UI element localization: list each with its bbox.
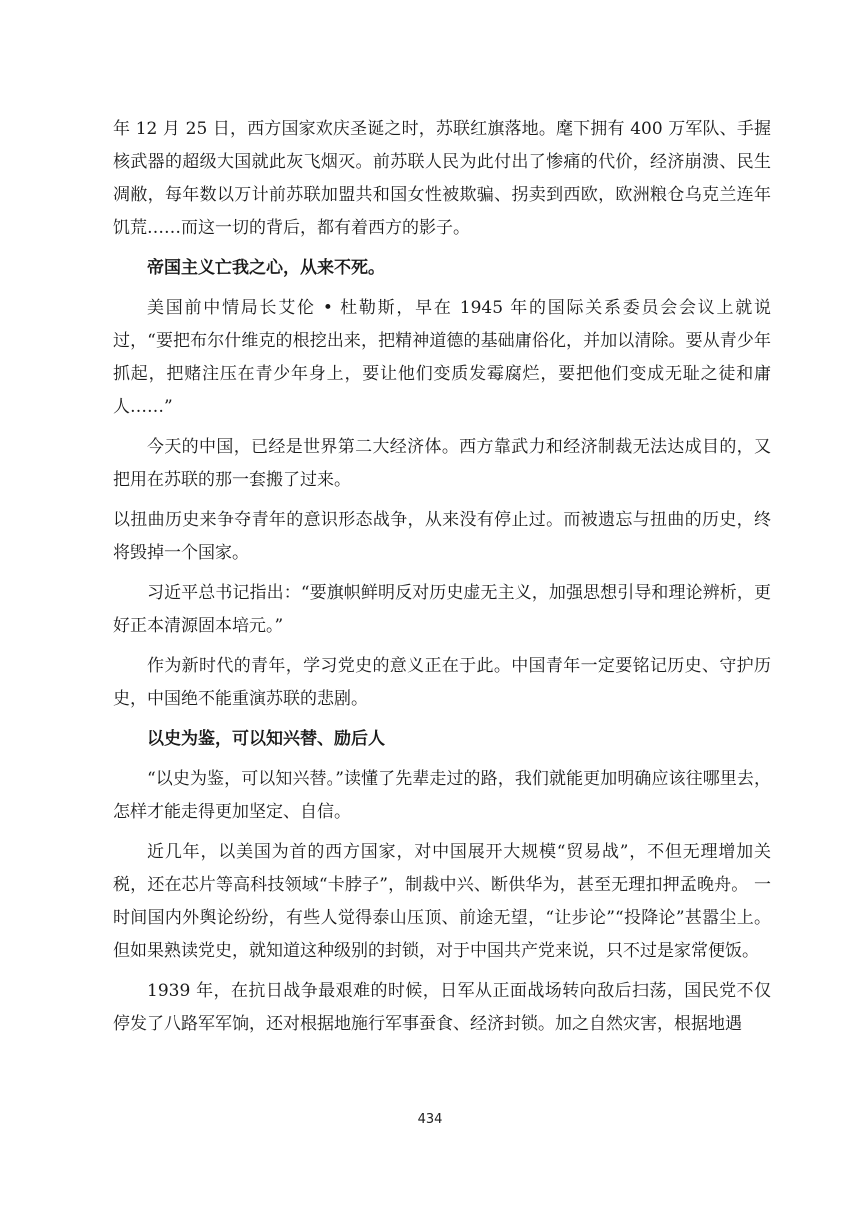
paragraph-8: 近几年，以美国为首的西方国家，对中国展开大规模“贸易战”，不但无理增加关税，还在芯片等高科技领域“卡脖子”，制裁中兴、断供华为，甚至无理扣押孟晚舟。 一时间国内外舆论纷纷，有些人觉得泰山压顶、前途无望，“让步论”“投降论”甚嚣尘上。 但如果熟读党史，就知道这种级别的封锁，对于中国共产党来说，只不过是家常便饭。 <box>113 842 771 961</box>
paragraph-1: 年 12 月 25 日，西方国家欢庆圣诞之时，苏联红旗落地。麾下拥有 400 万军队、手握核武器的超级大国就此灰飞烟灭。前苏联人民为此付出了惨痛的代价，经济崩溃、民生凋敝，每年数以万计前苏联加盟共和国女性被欺骗、拐卖到西欧，欧洲粮仓乌克兰连年饥荒……而这一切的背后，都有着西方的影子。 <box>113 119 771 238</box>
paragraph-9: 1939 年，在抗日战争最艰难的时候，日军从正面战场转向敌后扫荡，国民党不仅停发了八路军军饷，还对根据地施行军事蚕食、经济封锁。加之自然灾害，根据地遇 <box>113 981 771 1034</box>
section-heading-1: 帝国主义亡我之心，从来不死。 <box>147 258 385 278</box>
paragraph-4: 以扭曲历史来争夺青年的意识形态战争，从来没有停止过。而被遗忘与扭曲的历史，终将毁掉一个国家。 <box>113 510 771 563</box>
paragraph-3: 今天的中国，已经是世界第二大经济体。西方靠武力和经济制裁无法达成目的，又把用在苏联的那一套搬了过来。 <box>113 437 771 490</box>
paragraph-5: 习近平总书记指出：“要旗帜鲜明反对历史虚无主义，加强思想引导和理论辨析，更好正本清源固本培元。” <box>113 583 771 636</box>
section-heading-2: 以史为鉴，可以知兴替、励后人 <box>147 729 385 749</box>
paragraph-7: “以史为鉴，可以知兴替。”读懂了先辈走过的路，我们就能更加明确应该往哪里去，怎样才能走得更加坚定、自信。 <box>113 769 771 822</box>
page-number: 434 <box>417 1112 443 1127</box>
body-text <box>113 113 771 1048</box>
paragraph-6: 作为新时代的青年，学习党史的意义正在于此。中国青年一定要铭记历史、守护历史，中国绝不能重演苏联的悲剧。 <box>113 656 771 709</box>
paragraph-2: 美国前中情局长艾伦 • 杜勒斯，早在 1945 年的国际关系委员会会议上就说过，“要把布尔什维克的根挖出来，把精神道德的基础庸俗化，并加以清除。要从青少年抓起，把赌注压在青少年身上，要让他们变质发霉腐烂，要把他们变成无耻之徒和庸人……” <box>113 298 771 417</box>
